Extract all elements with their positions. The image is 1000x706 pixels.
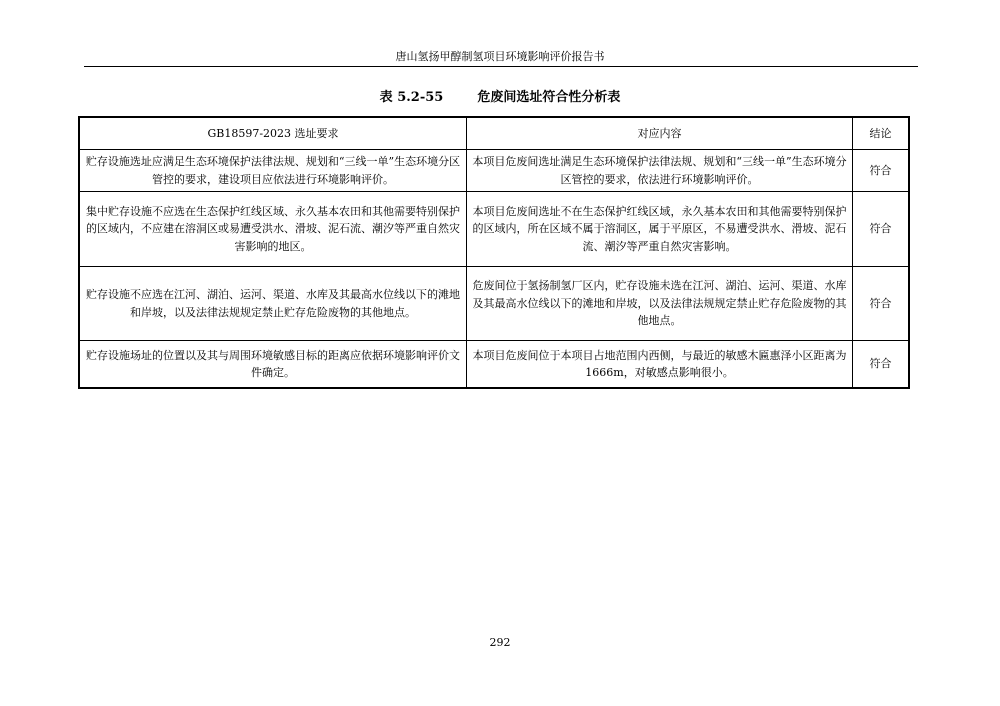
- table-row: [80, 267, 909, 341]
- table-number: 表 5.2-55: [379, 90, 444, 105]
- column-header-conclusion: 结论: [853, 118, 909, 150]
- table-title: 危废间选址符合性分析表: [477, 90, 621, 105]
- table-row: [80, 341, 909, 388]
- page-number: 292: [489, 636, 511, 649]
- site-selection-table: [79, 117, 909, 388]
- requirement-cell: 贮存设施不应选在江河、湖泊、运河、渠道、水库及其最高水位线以下的滩地和岸坡，以及法律法规规定禁止贮存危险废物的其他地点。: [80, 267, 467, 341]
- table-row: [80, 192, 909, 267]
- content-cell: 本项目危废间位于本项目占地范围内西侧，与最近的敏感木匾惠泽小区距离为1666m，对敏感点影响很小。: [467, 341, 853, 388]
- conclusion-cell: 符合: [853, 267, 909, 341]
- running-header: 唐山氢扬甲醇制氢项目环境影响评价报告书: [395, 50, 605, 63]
- table-row: [80, 150, 909, 192]
- conclusion-cell: 符合: [853, 341, 909, 388]
- table-header-row: [80, 118, 909, 150]
- header-rule: [84, 66, 918, 67]
- content-cell: 本项目危废间选址满足生态环境保护法律法规、规划和“三线一单”生态环境分区管控的要求，依法进行环境影响评价。: [467, 150, 853, 192]
- conclusion-cell: 符合: [853, 150, 909, 192]
- requirement-cell: 贮存设施选址应满足生态环境保护法律法规、规划和“三线一单”生态环境分区管控的要求，建设项目应依法进行环境影响评价。: [80, 150, 467, 192]
- content-cell: 本项目危废间选址不在生态保护红线区域，永久基本农田和其他需要特别保护的区域内，所在区域不属于溶洞区，属于平原区，不易遭受洪水、滑坡、泥石流、潮汐等严重自然灾害影响。: [467, 192, 853, 267]
- content-cell: 危废间位于氢扬制氢厂区内，贮存设施未选在江河、湖泊、运河、渠道、水库及其最高水位线以下的滩地和岸坡，以及法律法规规定禁止贮存危险废物的其他地点。: [467, 267, 853, 341]
- table-caption: [0, 90, 1000, 106]
- requirement-cell: 贮存设施场址的位置以及其与周围环境敏感目标的距离应依据环境影响评价文件确定。: [80, 341, 467, 388]
- column-header-content: 对应内容: [467, 118, 853, 150]
- requirement-cell: 集中贮存设施不应选在生态保护红线区域、永久基本农田和其他需要特别保护的区域内，不应建在溶洞区或易遭受洪水、滑坡、泥石流、潮汐等严重自然灾害影响的地区。: [80, 192, 467, 267]
- conclusion-cell: 符合: [853, 192, 909, 267]
- column-header-requirement: GB18597-2023 选址要求: [80, 118, 467, 150]
